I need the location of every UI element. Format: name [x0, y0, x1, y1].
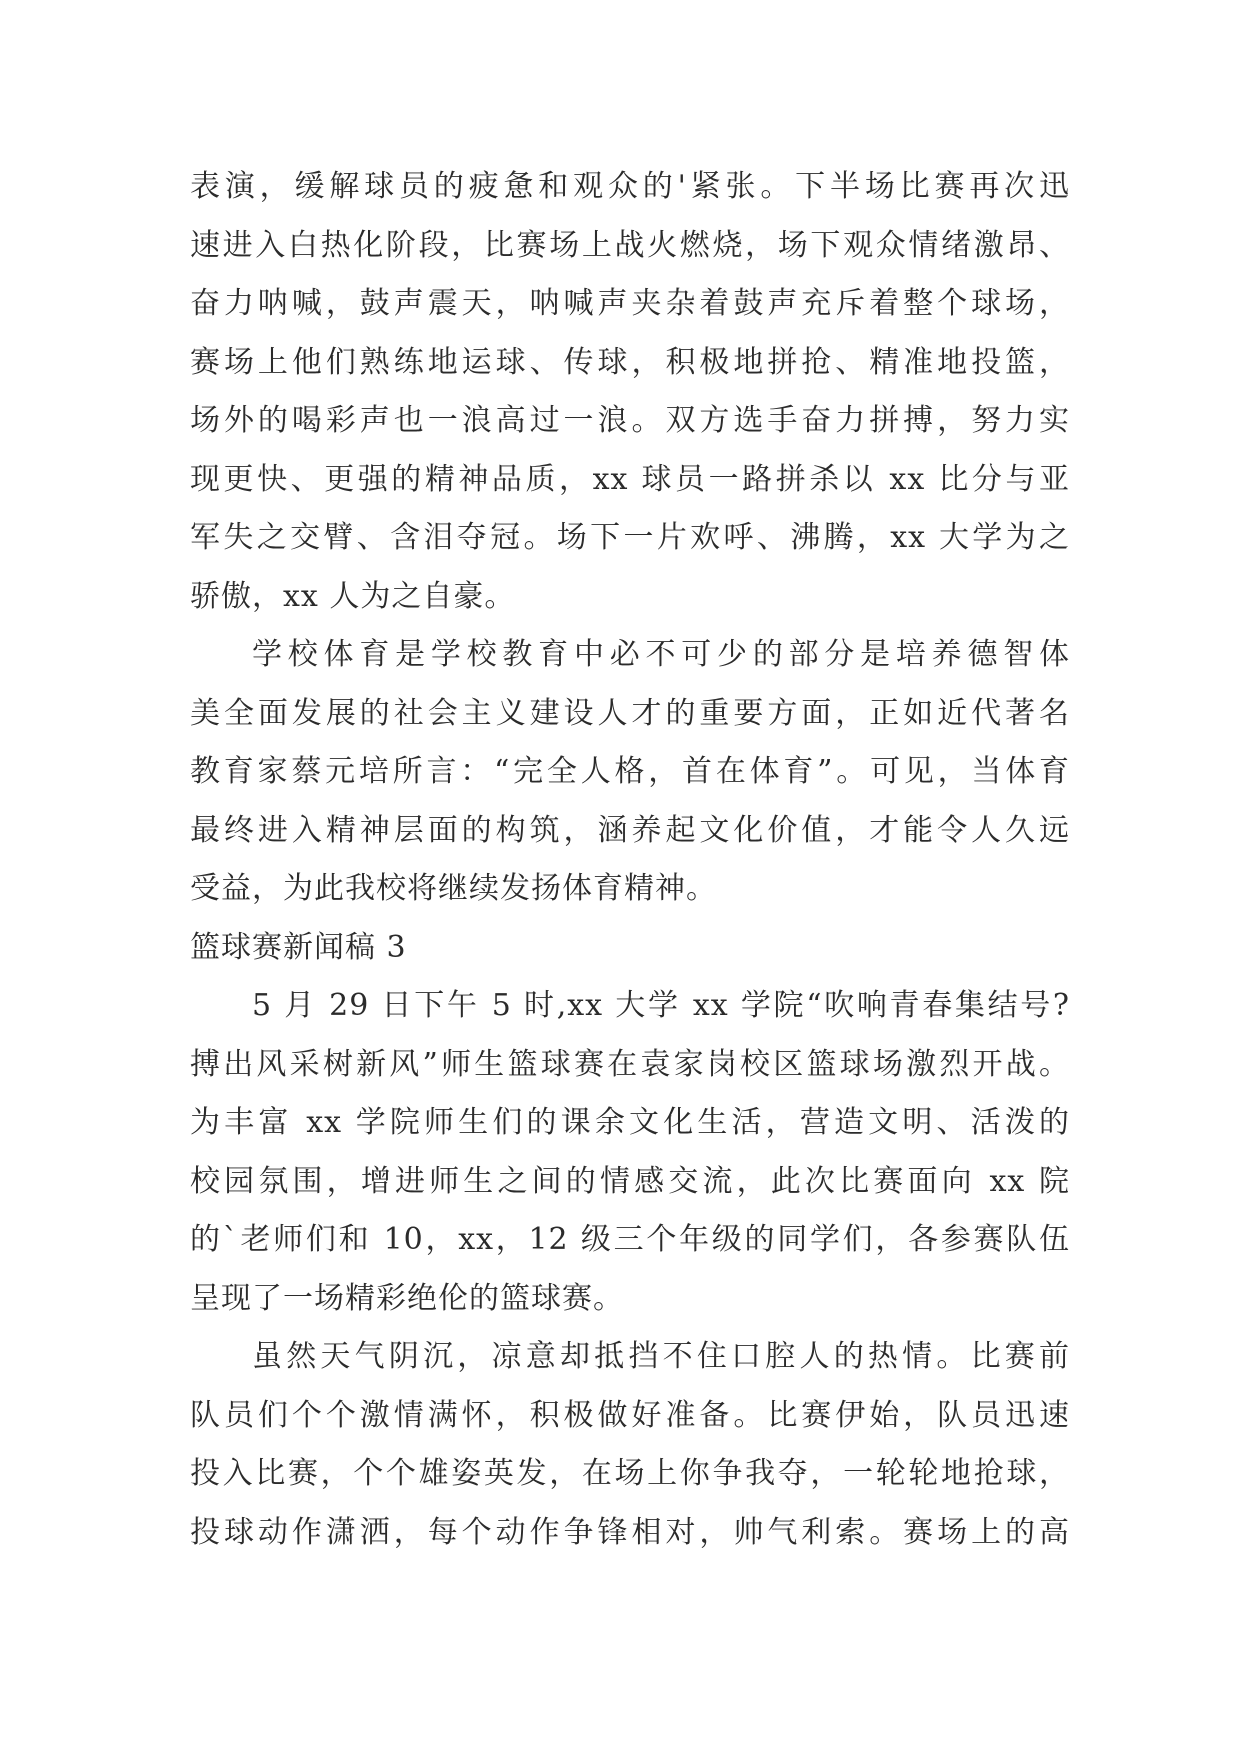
text-line: 教育家蔡元培所言：“完全人格，首在体育”。可见，当体育: [190, 754, 1070, 789]
text-line: 军失之交臂、含泪夺冠。场下一片欢呼、沸腾，xx 大学为之: [190, 520, 1070, 555]
paragraph-2: [190, 626, 1070, 919]
text-line: 现更快、更强的精神品质，xx 球员一路拼杀以 xx 比分与亚: [190, 461, 1070, 497]
text-line: 为丰富 xx 学院师生们的课余文化生活，营造文明、活泼的: [190, 1105, 1070, 1140]
text-line: 学校体育是学校教育中必不可少的部分是培养德智体: [252, 637, 1070, 672]
text-line: 美全面发展的社会主义建设人才的重要方面，正如近代著名: [190, 695, 1070, 731]
paragraph-1: [190, 158, 1070, 626]
paragraph-3: [190, 977, 1070, 1328]
text-line: 骄傲，xx 人为之自豪。: [190, 578, 516, 614]
text-line: 虽然天气阴沉，凉意却抵挡不住口腔人的热情。比赛前: [252, 1339, 1070, 1374]
text-line: 校园氛围，增进师生之间的情感交流，此次比赛面向 xx 院: [190, 1163, 1070, 1199]
text-line: 表演，缓解球员的疲惫和观众的'紧张。下半场比赛再次迅: [190, 169, 1070, 204]
text-line: 搏出风采树新风”师生篮球赛在袁家岗校区篮球场激烈开战。: [190, 1046, 1070, 1082]
text-line: 速进入白热化阶段，比赛场上战火燃烧，场下观众情绪激昂、: [190, 227, 1070, 263]
section-heading: 篮球赛新闻稿 3: [190, 929, 407, 965]
paragraph-4: [190, 1328, 1070, 1562]
text-line: 投入比赛，个个雄姿英发，在场上你争我夺，一轮轮地抢球，: [190, 1456, 1070, 1491]
text-line: 最终进入精神层面的构筑，涵养起文化价值，才能令人久远: [190, 812, 1070, 848]
text-line: 的`老师们和 10，xx，12 级三个年级的同学们，各参赛队伍: [190, 1222, 1070, 1257]
text-line: 赛场上他们熟练地运球、传球，积极地拼抢、精准地投篮，: [190, 344, 1070, 380]
document-body: [190, 158, 1070, 1562]
text-line: 队员们个个激情满怀，积极做好准备。比赛伊始，队员迅速: [190, 1397, 1070, 1433]
text-line: 受益，为此我校将继续发扬体育精神。: [190, 871, 717, 906]
text-line: 呈现了一场精彩绝伦的篮球赛。: [190, 1280, 624, 1316]
text-line: 投球动作潇洒，每个动作争锋相对，帅气利索。赛场上的高: [190, 1514, 1070, 1550]
text-line: 奋力呐喊，鼓声震天，呐喊声夹杂着鼓声充斥着整个球场，: [190, 286, 1070, 321]
text-line: 场外的喝彩声也一浪高过一浪。双方选手奋力拼搏，努力实: [190, 403, 1070, 438]
text-line: 5 月 29 日下午 5 时,xx 大学 xx 学院“吹响青春集结号?: [252, 988, 1070, 1023]
